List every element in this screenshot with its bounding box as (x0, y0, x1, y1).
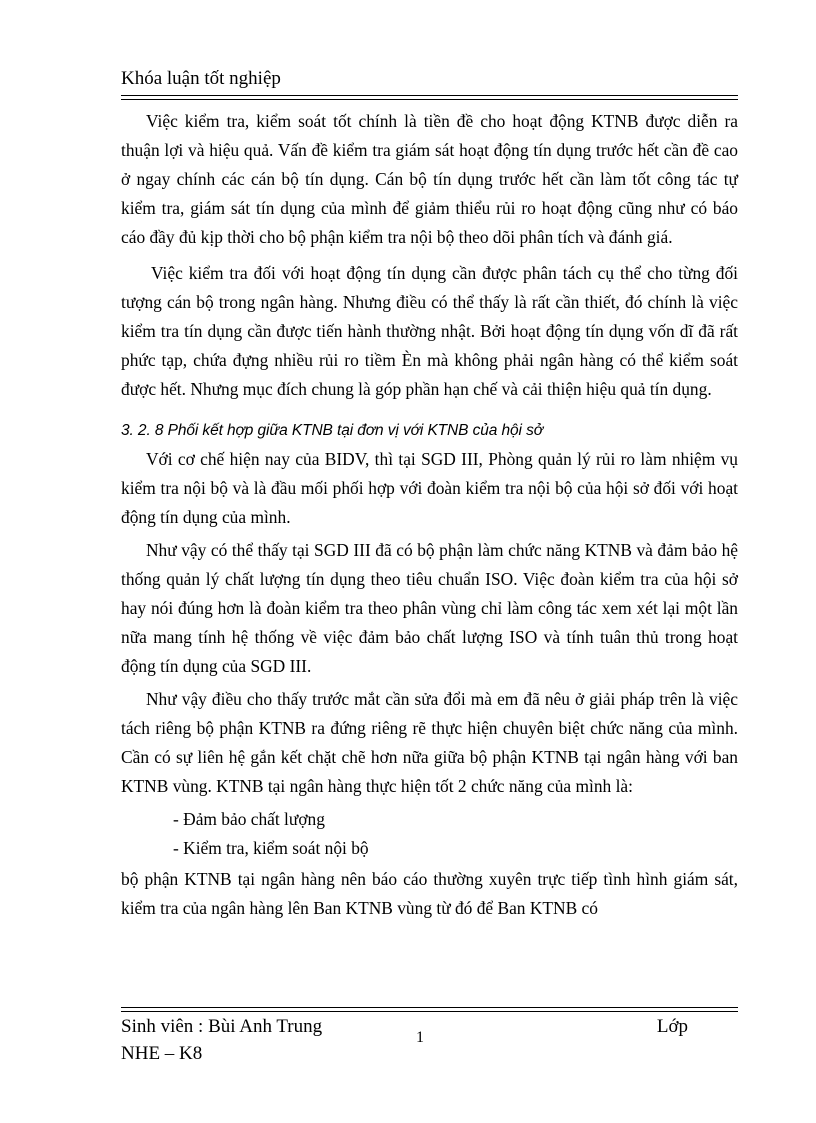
footer-class-label: Lớp (656, 1016, 688, 1037)
body-paragraph: bộ phận KTNB tại ngân hàng nên báo cáo thường xuyên trực tiếp tình hình giám sát, kiểm tra của ngân hàng lên Ban KTNB vùng từ đó để Ban KTNB có (121, 869, 738, 918)
page-header-title: Khóa luận tốt nghiệp (121, 68, 281, 89)
body-paragraph: Việc kiểm tra, kiểm soát tốt chính là tiền đề cho hoạt động KTNB được diễn ra thuận lợi và hiệu quả. Vấn đề kiểm tra giám sát hoạt động tín dụng trước hết cần đề cao ở ngay chính các cán bộ tín dụng. Cán bộ tín dụng trước hết cần làm tốt công tác tự kiểm tra, giám sát tín dụng của mình để giảm thiểu rủi ro hoạt động cũng như có báo cáo đầy đủ kịp thời cho bộ phận kiểm tra nội bộ theo dõi phân tích và đánh giá. (121, 111, 738, 247)
bullet-item: - Kiểm tra, kiểm soát nội bộ (173, 838, 369, 858)
footer-divider (121, 1007, 738, 1012)
document-body (121, 107, 738, 930)
footer-class-value: NHE – K8 (121, 1043, 203, 1064)
footer-student: Sinh viên : Bùi Anh Trung (121, 1016, 323, 1037)
section-heading: 3. 2. 8 Phối kết hợp giữa KTNB tại đơn vị với KTNB của hội sở (121, 422, 543, 439)
body-paragraph: Việc kiểm tra đối với hoạt động tín dụng cần được phân tách cụ thể cho từng đối tượng cán bộ trong ngân hàng. Nhưng điều có thể thấy là rất cần thiết, đó chính là việc kiểm tra tín dụng cần được tiến hành thường nhật. Bởi hoạt động tín dụng vốn dĩ đã rất phức tạp, chứa đựng nhiều rủi ro tiềm Èn mà không phải ngân hàng có thể kiểm soát được hết. Nhưng mục đích chung là góp phần hạn chế và cải thiện hiệu quả tín dụng. (121, 263, 738, 399)
bullet-item: - Đảm bảo chất lượng (173, 809, 325, 829)
page-footer (121, 1013, 738, 1073)
header-divider (121, 95, 738, 100)
body-paragraph: Như vậy có thể thấy tại SGD III đã có bộ phận làm chức năng KTNB và đảm bảo hệ thống quản lý chất lượng tín dụng theo tiêu chuẩn ISO. Việc đoàn kiểm tra của hội sở hay nói đúng hơn là đoàn kiểm tra theo phân vùng chỉ làm công tác xem xét lại một lần nữa mang tính hệ thống về việc đảm bảo chất lượng ISO và tính tuân thủ trong hoạt động tín dụng của SGD III. (121, 540, 738, 676)
body-paragraph: Với cơ chế hiện nay của BIDV, thì tại SGD III, Phòng quản lý rủi ro làm nhiệm vụ kiểm tra nội bộ và là đầu mối phối hợp với đoàn kiểm tra nội bộ của hội sở đối với hoạt động tín dụng của mình. (121, 449, 738, 527)
page-number: 1 (416, 1029, 424, 1046)
body-paragraph: Như vậy điều cho thấy trước mắt cần sửa đổi mà em đã nêu ở giải pháp trên là việc tách riêng bộ phận KTNB ra đứng riêng rẽ thực hiện chuyên biệt chức năng của mình. Cần có sự liên hệ gắn kết chặt chẽ hơn nữa giữa bộ phận KTNB tại ngân hàng với ban KTNB vùng. KTNB tại ngân hàng thực hiện tốt 2 chức năng của mình là: (121, 689, 738, 796)
